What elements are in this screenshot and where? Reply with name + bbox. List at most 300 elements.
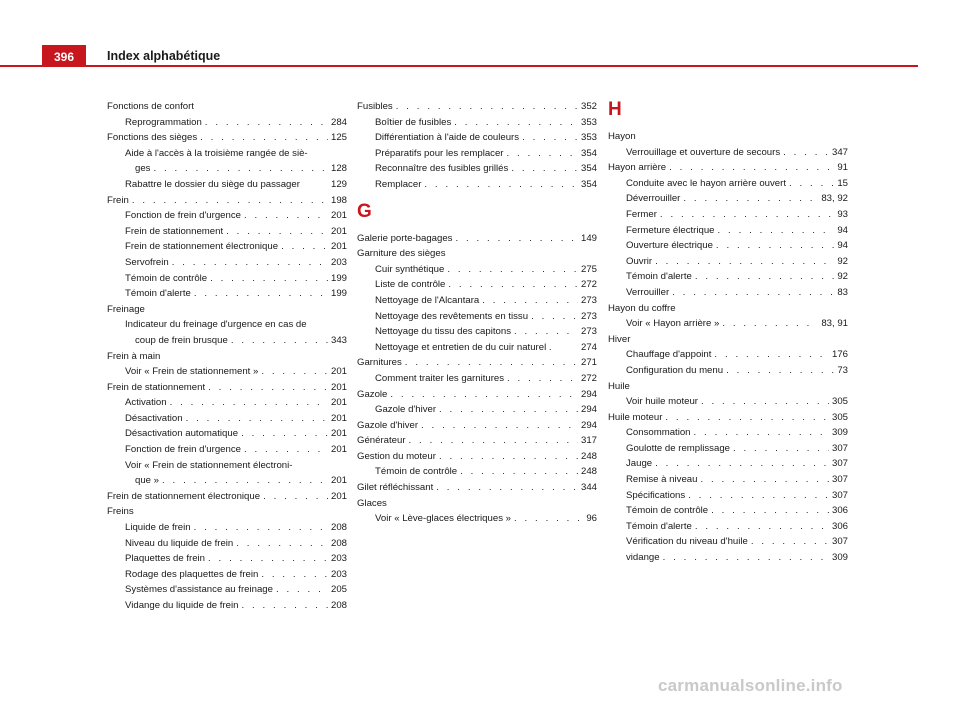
entry-label: Galerie porte-bagages — [357, 232, 453, 244]
entry-label: Cuir synthétique — [375, 263, 445, 275]
leader-dots — [439, 402, 578, 418]
entry-label: Vérification du niveau d'huile — [626, 536, 748, 548]
entry-label: Fusibles — [357, 101, 393, 112]
index-heading: Huile — [608, 380, 630, 392]
leader-dots — [722, 316, 818, 332]
index-entry — [357, 99, 597, 115]
index-subentry — [357, 511, 597, 527]
entry-page-ref: 347 — [831, 146, 848, 158]
entry-label: Nettoyage et entretien de du cuir naturel . — [375, 341, 552, 353]
entry-page-ref: 96 — [586, 513, 597, 525]
entry-page-ref: 307 — [831, 536, 848, 548]
entry-page-ref: 307 — [831, 474, 848, 486]
leader-dots — [655, 456, 829, 472]
entry-label: Nettoyage des revêtements en tissu — [375, 310, 529, 322]
entry-label: Témoin d'alerte — [626, 271, 692, 283]
index-subentry — [357, 130, 597, 146]
index-subentry — [107, 442, 347, 458]
entry-page-ref: 149 — [580, 232, 597, 244]
index-subentry — [608, 472, 848, 488]
entry-label: Consommation — [626, 427, 691, 439]
entry-page-ref: 309 — [831, 552, 848, 564]
leader-dots — [208, 551, 328, 567]
entry-page-ref: 343 — [330, 334, 347, 346]
entry-label: Désactivation — [125, 412, 183, 424]
leader-dots — [701, 394, 829, 410]
leader-dots — [409, 433, 578, 449]
leader-dots — [660, 207, 834, 223]
entry-label: Verrouillage et ouverture de secours — [626, 146, 781, 158]
entry-page-ref: 201 — [330, 428, 347, 440]
leader-dots — [454, 115, 578, 131]
index-subentry — [107, 458, 347, 489]
entry-page-ref: 208 — [330, 600, 347, 611]
entry-label: Verrouiller — [626, 286, 670, 298]
entry-label: Niveau du liquide de frein — [125, 537, 234, 549]
index-heading: Hiver — [608, 333, 631, 345]
index-entry — [357, 480, 597, 496]
entry-page-ref: 354 — [580, 163, 597, 175]
leader-dots — [210, 271, 328, 287]
leader-dots — [424, 177, 578, 193]
leader-dots — [726, 363, 834, 379]
entry-label: Fonction de frein d'urgence — [125, 210, 241, 222]
entry-page-ref: 294 — [580, 388, 597, 400]
entry-label: Activation — [125, 397, 167, 409]
entry-page-ref: 201 — [330, 412, 347, 424]
index-entry — [357, 231, 597, 247]
entry-label: Générateur — [357, 435, 406, 447]
index-subentry — [107, 239, 347, 255]
index-subentry — [107, 582, 347, 598]
entry-label: Différentiation à l'aide de couleurs — [375, 132, 520, 144]
entry-page-ref: 125 — [330, 132, 347, 144]
entry-label: Voir huile moteur — [626, 396, 698, 408]
index-subentry — [608, 394, 848, 410]
index-heading: Fonctions de confort — [107, 101, 194, 112]
entry-page-ref: 273 — [580, 294, 597, 306]
index-subentry — [107, 224, 347, 240]
entry-label: Frein de stationnement électronique — [125, 241, 279, 253]
entry-page-ref: 307 — [831, 458, 848, 470]
leader-dots — [241, 426, 328, 442]
leader-dots — [436, 480, 578, 496]
entry-page-ref: 199 — [330, 288, 347, 300]
index-subentry — [608, 238, 848, 254]
entry-label: Spécifications — [626, 489, 686, 501]
leader-dots — [460, 464, 578, 480]
entry-page-ref: 275 — [580, 263, 597, 275]
entry-page-ref: 15 — [837, 177, 848, 189]
leader-dots — [669, 160, 834, 176]
entry-label: Témoin d'alerte — [125, 288, 191, 300]
entry-label: Fermer — [626, 208, 657, 220]
index-heading: Frein à main — [107, 350, 161, 362]
index-subentry — [608, 254, 848, 270]
entry-page-ref: 201 — [330, 241, 347, 253]
entry-page-ref: 305 — [831, 411, 848, 423]
entry-label: Vidange du liquide de frein — [125, 600, 239, 611]
leader-dots — [244, 442, 328, 458]
entry-page-ref: 92 — [837, 255, 848, 267]
index-subentry — [608, 223, 848, 239]
entry-page-ref: 73 — [837, 364, 848, 376]
entry-page-ref: 203 — [330, 256, 347, 268]
index-subentry — [107, 536, 347, 552]
entry-page-ref: 176 — [831, 349, 848, 361]
entry-page-ref: 248 — [580, 450, 597, 462]
entry-label: Gazole d'hiver — [375, 404, 437, 416]
index-subentry — [107, 146, 347, 177]
entry-page-ref: 83, 92 — [821, 193, 848, 205]
entry-label: Goulotte de remplissage — [626, 442, 730, 454]
index-subentry — [357, 262, 597, 278]
index-subentry — [608, 207, 848, 223]
entry-page-ref: 198 — [330, 194, 347, 206]
index-subentry — [357, 402, 597, 418]
entry-label: Configuration du menu — [626, 364, 724, 376]
leader-dots — [507, 146, 578, 162]
index-subentry — [608, 456, 848, 472]
leader-dots — [194, 520, 328, 536]
index-heading: Freins — [107, 506, 134, 518]
entry-label: Témoin de contrôle — [375, 466, 458, 478]
entry-page-ref: 273 — [580, 326, 597, 338]
leader-dots — [514, 324, 578, 340]
entry-page-ref: 94 — [837, 240, 848, 252]
leader-dots — [700, 472, 829, 488]
leader-dots — [200, 130, 328, 146]
page-title: Index alphabétique — [107, 49, 221, 63]
entry-label: Gazole — [357, 388, 388, 400]
index-subentry — [107, 426, 347, 442]
entry-label: Déverrouiller — [626, 193, 681, 205]
index-subentry — [608, 316, 848, 332]
entry-label: Boîtier de fusibles — [375, 116, 452, 128]
leader-dots — [751, 534, 829, 550]
entry-page-ref: 201 — [330, 444, 347, 456]
index-subentry — [107, 395, 347, 411]
entry-label-line: Voir « Frein de stationnement électroni- — [125, 459, 293, 471]
entry-label-line: Aide à l'accès à la troisième rangée de siè- — [125, 147, 308, 159]
leader-dots — [672, 285, 834, 301]
entry-page-ref: 354 — [580, 178, 597, 190]
entry-label: Rodage des plaquettes de frein — [125, 568, 259, 580]
section-letter: G — [357, 200, 372, 222]
entry-label-continuation — [125, 473, 347, 489]
index-subentry — [357, 464, 597, 480]
leader-dots — [531, 309, 578, 325]
index-entry — [107, 193, 347, 209]
leader-dots — [683, 191, 818, 207]
index-subentry — [357, 146, 597, 162]
entry-page-ref: 271 — [580, 357, 597, 369]
entry-label: Gestion du moteur — [357, 450, 436, 462]
entry-label: Témoin de contrôle — [626, 505, 709, 517]
entry-label: que » — [135, 475, 160, 487]
leader-dots — [236, 536, 328, 552]
leader-dots — [448, 277, 578, 293]
index-subentry — [357, 324, 597, 340]
leader-dots — [244, 208, 328, 224]
entry-page-ref: 201 — [330, 210, 347, 222]
entry-label: Frein de stationnement — [125, 225, 224, 237]
page-number: 396 — [42, 45, 86, 67]
index-subentry — [608, 503, 848, 519]
leader-dots — [716, 238, 834, 254]
entry-page-ref: 307 — [831, 442, 848, 454]
leader-dots — [261, 364, 328, 380]
entry-label: coup de frein brusque — [135, 334, 228, 346]
index-subentry — [608, 534, 848, 550]
entry-label-continuation — [125, 161, 347, 177]
index-entry — [357, 355, 597, 371]
index-subentry — [608, 425, 848, 441]
entry-page-ref: 128 — [330, 163, 347, 175]
entry-page-ref: 307 — [831, 489, 848, 501]
index-subentry — [107, 208, 347, 224]
leader-dots — [241, 598, 328, 614]
leader-dots — [170, 395, 328, 411]
entry-label-line: Indicateur du freinage d'urgence en cas de — [125, 319, 307, 331]
entry-label: Désactivation automatique — [125, 428, 239, 440]
entry-label-continuation — [125, 333, 347, 349]
entry-page-ref: 272 — [580, 372, 597, 384]
entry-page-ref: 294 — [580, 419, 597, 431]
entry-label: Garnitures — [357, 357, 402, 369]
entry-label: Remplacer — [375, 178, 422, 190]
index-subentry — [107, 567, 347, 583]
index-heading: Freinage — [107, 303, 145, 315]
index-subentry — [357, 371, 597, 387]
entry-label: Ouvrir — [626, 255, 653, 267]
entry-page-ref: 274 — [580, 341, 597, 353]
entry-label: Liquide de frein — [125, 522, 191, 534]
index-heading: Garniture des sièges — [357, 248, 446, 260]
entry-page-ref: 248 — [580, 466, 597, 478]
index-subentry — [608, 269, 848, 285]
entry-label: Comment traiter les garnitures — [375, 372, 505, 384]
index-subentry — [608, 363, 848, 379]
entry-label: Frein — [107, 194, 129, 206]
entry-page-ref: 203 — [330, 553, 347, 565]
leader-dots — [421, 418, 578, 434]
index-subentry — [107, 520, 347, 536]
entry-page-ref: 201 — [330, 225, 347, 237]
index-subentry — [608, 441, 848, 457]
index-entry — [357, 387, 597, 403]
index-subentry — [107, 551, 347, 567]
leader-dots — [694, 425, 829, 441]
entry-page-ref: 309 — [831, 427, 848, 439]
index-subentry — [107, 271, 347, 287]
index-entry — [608, 410, 848, 426]
leader-dots — [263, 489, 328, 505]
leader-dots — [455, 231, 578, 247]
index-subentry — [107, 364, 347, 380]
entry-page-ref: 201 — [330, 366, 347, 378]
index-subentry — [608, 191, 848, 207]
entry-label: Fonctions des sièges — [107, 132, 198, 144]
entry-page-ref: 203 — [330, 568, 347, 580]
leader-dots — [695, 519, 829, 535]
leader-dots — [396, 99, 578, 115]
index-subentry — [608, 145, 848, 161]
entry-page-ref: 201 — [330, 490, 347, 502]
index-subentry — [608, 285, 848, 301]
leader-dots — [153, 161, 328, 177]
index-subentry — [357, 115, 597, 131]
entry-page-ref: 83, 91 — [821, 318, 848, 330]
index-heading: Hayon du coffre — [608, 302, 676, 314]
leader-dots — [511, 161, 578, 177]
index-subentry — [608, 488, 848, 504]
entry-label: Huile moteur — [608, 411, 663, 423]
entry-page-ref: 201 — [330, 397, 347, 409]
entry-label: Remise à niveau — [626, 474, 698, 486]
leader-dots — [231, 333, 328, 349]
entry-page-ref: 353 — [580, 116, 597, 128]
entry-page-ref: 344 — [580, 482, 597, 494]
leader-dots — [226, 224, 328, 240]
leader-dots — [783, 145, 829, 161]
entry-page-ref: 94 — [837, 224, 848, 236]
entry-label: Fonction de frein d'urgence — [125, 444, 241, 456]
index-entry — [357, 433, 597, 449]
entry-page-ref: 353 — [580, 132, 597, 144]
entry-page-ref: 92 — [837, 271, 848, 283]
index-subentry — [608, 347, 848, 363]
entry-label: Systèmes d'assistance au freinage — [125, 584, 273, 596]
leader-dots — [162, 473, 328, 489]
index-subentry — [107, 286, 347, 302]
index-entry — [608, 160, 848, 176]
entry-label: Frein de stationnement électronique — [107, 490, 261, 502]
index-subentry — [107, 177, 347, 193]
entry-label: Préparatifs pour les remplacer — [375, 147, 504, 159]
leader-dots — [447, 262, 578, 278]
leader-dots — [733, 441, 829, 457]
leader-dots — [186, 411, 328, 427]
leader-dots — [711, 503, 829, 519]
leader-dots — [132, 193, 328, 209]
entry-label: Servofrein — [125, 256, 169, 268]
index-column-3 — [608, 99, 848, 566]
entry-label: Chauffage d'appoint — [626, 349, 712, 361]
entry-page-ref: 352 — [580, 101, 597, 112]
entry-label: Rabattre le dossier du siège du passager — [125, 178, 300, 190]
entry-page-ref: 91 — [837, 162, 848, 174]
index-column-1 — [107, 99, 347, 614]
entry-label: Hayon arrière — [608, 162, 667, 174]
entry-label: Nettoyage du tissu des capitons — [375, 326, 511, 338]
entry-page-ref: 272 — [580, 279, 597, 291]
entry-page-ref: 305 — [831, 396, 848, 408]
leader-dots — [789, 176, 834, 192]
leader-dots — [439, 449, 578, 465]
entry-page-ref: 306 — [831, 520, 848, 532]
index-subentry — [608, 519, 848, 535]
leader-dots — [281, 239, 328, 255]
entry-label: Reconnaître des fusibles grillés — [375, 163, 509, 175]
entry-label: Témoin de contrôle — [125, 272, 208, 284]
leader-dots — [514, 511, 583, 527]
index-subentry — [357, 177, 597, 193]
index-entry — [357, 449, 597, 465]
leader-dots — [390, 387, 578, 403]
index-subentry — [357, 293, 597, 309]
index-heading: Hayon — [608, 131, 636, 142]
entry-page-ref: 294 — [580, 404, 597, 416]
entry-label: Nettoyage de l'Alcantara — [375, 294, 480, 306]
leader-dots — [276, 582, 328, 598]
entry-page-ref: 199 — [330, 272, 347, 284]
entry-page-ref: 201 — [330, 381, 347, 393]
leader-dots — [665, 410, 829, 426]
index-entry — [107, 380, 347, 396]
index-subentry — [107, 317, 347, 348]
entry-page-ref: 354 — [580, 147, 597, 159]
leader-dots — [208, 380, 328, 396]
entry-label: Voir « Lève-glaces électriques » — [375, 513, 511, 525]
entry-label: vidange — [626, 552, 660, 564]
entry-label: Fermeture électrique — [626, 224, 715, 236]
leader-dots — [172, 255, 328, 271]
entry-page-ref: 129 — [330, 178, 347, 190]
entry-label: Jauge — [626, 458, 653, 470]
entry-page-ref: 83 — [837, 286, 848, 298]
index-subentry — [608, 550, 848, 566]
leader-dots — [663, 550, 829, 566]
entry-label: Témoin d'alerte — [626, 520, 692, 532]
entry-label: Liste de contrôle — [375, 279, 446, 291]
leader-dots — [688, 488, 829, 504]
leader-dots — [695, 269, 835, 285]
entry-page-ref: 208 — [330, 522, 347, 534]
index-subentry — [357, 309, 597, 325]
entry-page-ref: 273 — [580, 310, 597, 322]
index-heading: Glaces — [357, 497, 387, 509]
entry-page-ref: 201 — [330, 475, 347, 487]
leader-dots — [507, 371, 578, 387]
leader-dots — [718, 223, 835, 239]
index-subentry — [608, 176, 848, 192]
entry-page-ref: 93 — [837, 208, 848, 220]
entry-page-ref: 284 — [330, 116, 347, 128]
index-subentry — [107, 255, 347, 271]
entry-label: ges — [135, 163, 151, 175]
entry-label: Gazole d'hiver — [357, 419, 419, 431]
leader-dots — [405, 355, 578, 371]
entry-label: Conduite avec le hayon arrière ouvert — [626, 177, 786, 189]
entry-label: Gilet réfléchissant — [357, 482, 434, 494]
index-subentry — [357, 161, 597, 177]
entry-label: Voir « Frein de stationnement » — [125, 366, 259, 378]
entry-page-ref: 208 — [330, 537, 347, 549]
entry-page-ref: 317 — [580, 435, 597, 447]
index-entry — [357, 418, 597, 434]
entry-label: Reprogrammation — [125, 116, 202, 128]
leader-dots — [194, 286, 328, 302]
index-subentry — [357, 340, 597, 356]
leader-dots — [714, 347, 829, 363]
index-entry — [107, 489, 347, 505]
entry-label: Ouverture électrique — [626, 240, 713, 252]
index-subentry — [107, 115, 347, 131]
header-rule — [0, 65, 918, 67]
index-subentry — [107, 411, 347, 427]
leader-dots — [522, 130, 578, 146]
